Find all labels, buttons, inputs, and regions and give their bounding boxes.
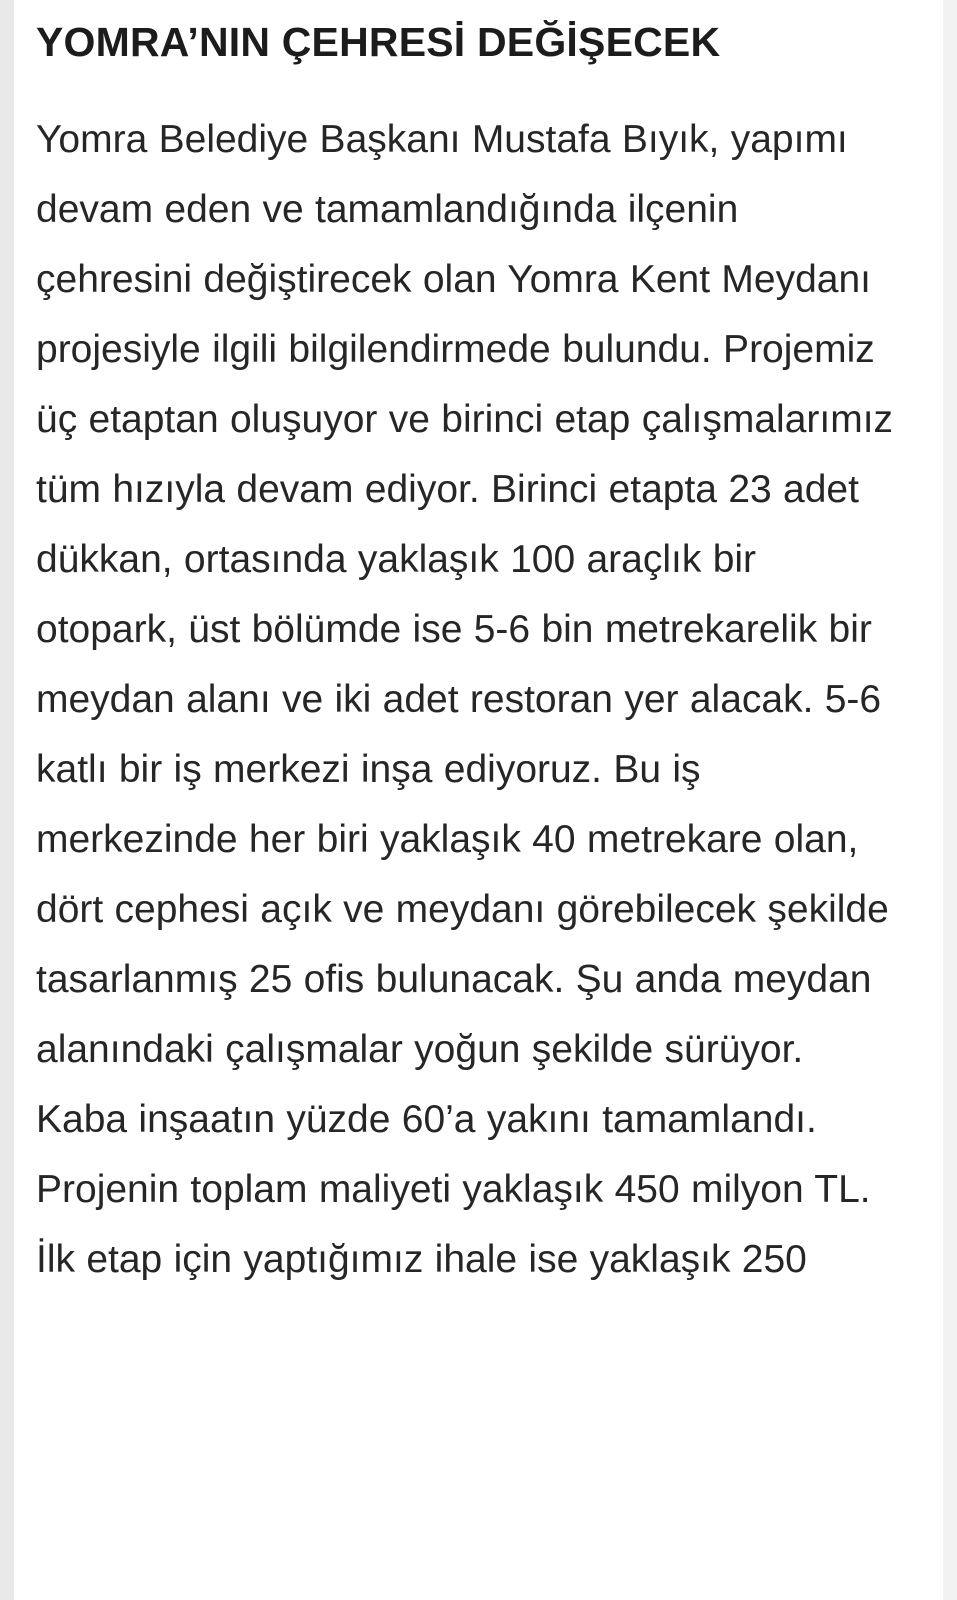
article-body: Yomra Belediye Başkanı Mustafa Bıyık, yapımı devam eden ve tamamlandığında ilçenin çehresini değiştirecek olan Yomra Kent Meydanı projesiyle ilgili bilgilendirmede bulundu. Projemiz üç etaptan oluşuyor ve birinci etap çalışmalarımız tüm hızıyla devam ediyor. Birinci etapta 23 adet dükkan, ortasında yaklaşık 100 araçlık bir otopark, üst bölümde ise 5-6 bin metrekarelik bir meydan alanı ve iki adet restoran yer alacak. 5-6 katlı bir iş merkezi inşa ediyoruz. Bu iş merkezinde her biri yaklaşık 40 metrekare olan, dört cephesi açık ve meydanı görebilecek şekilde tasarlanmış 25 ofis bulunacak. Şu anda meydan alanındaki çalışmalar yoğun şekilde sürüyor. Kaba inşaatın yüzde 60’a yakını tamamlandı. Projenin toplam maliyeti yaklaşık 450 milyon TL. İlk etap için yaptığımız ihale ise yaklaşık 250 [36, 118, 894, 1282]
page-title: YOMRA’NIN ÇEHRESİ DEĞİŞECEK [36, 19, 721, 65]
